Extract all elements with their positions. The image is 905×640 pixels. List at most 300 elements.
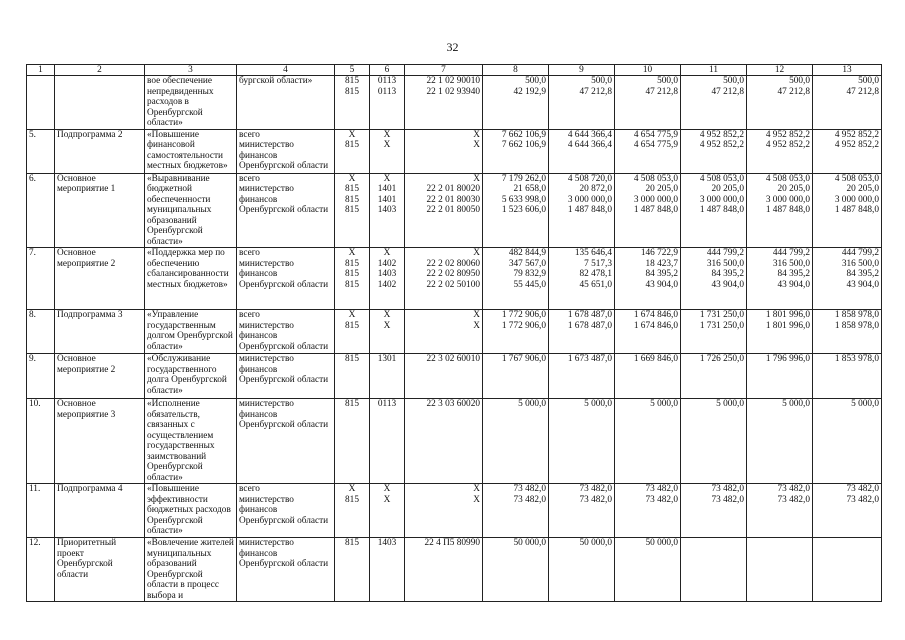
- amount-c9-value: 4 644 366,4: [567, 140, 612, 150]
- amount-c9: [549, 248, 615, 310]
- executor-text: всего: [239, 248, 260, 258]
- amount-c8-value: 1 523 606,0: [501, 205, 546, 215]
- amount-c13-value: 20 205,0: [846, 184, 879, 194]
- amount-c10: [615, 399, 681, 484]
- executor-text: министерство финансов Оренбургской области: [239, 494, 329, 526]
- table-row: [27, 76, 882, 130]
- amount-c8-value: 21 658,0: [513, 184, 546, 194]
- column-header: 12: [747, 65, 813, 76]
- amount-c11-value: [683, 538, 744, 549]
- section-code-value: X: [383, 173, 391, 184]
- column-header: 10: [615, 65, 681, 76]
- amount-c8-value: 73 482,0: [513, 484, 546, 494]
- amount-c9-value: 135 646,4: [574, 248, 612, 258]
- grbs-code-value: 815: [345, 258, 359, 269]
- amount-c9: [549, 484, 615, 538]
- grbs-code: [335, 129, 370, 173]
- grbs-code-value: 815: [345, 279, 359, 290]
- row-number: 10.: [27, 399, 55, 484]
- table-row: [27, 484, 882, 538]
- target-article-code: [405, 399, 483, 484]
- amount-c10-value: 18 423,7: [645, 258, 678, 269]
- program-description: «Повышение финансовой самостоятельности местных бюджетов»: [145, 129, 237, 173]
- amount-c10-value: 20 205,0: [645, 184, 678, 194]
- amount-c12: [747, 76, 813, 130]
- amount-c10: [615, 76, 681, 130]
- amount-c9-value: 50 000,0: [579, 538, 612, 548]
- amount-c8-value: 7 662 106,9: [501, 129, 546, 140]
- target-article-code-value: X: [473, 494, 480, 505]
- amount-c12: [747, 173, 813, 248]
- amount-c8: [483, 310, 549, 354]
- amount-c8-value: 55 445,0: [513, 279, 546, 290]
- amount-c10-value: 47 212,8: [645, 86, 678, 97]
- row-number: 11.: [27, 484, 55, 538]
- amount-c10: [615, 484, 681, 538]
- amount-c8: [483, 248, 549, 310]
- target-article-code-value: X: [473, 248, 480, 258]
- amount-c11: [681, 399, 747, 484]
- grbs-code-value: 815: [345, 140, 359, 150]
- amount-c8-value: 5 000,0: [518, 399, 546, 409]
- amount-c10: [615, 173, 681, 248]
- amount-c8: [483, 129, 549, 173]
- row-number: 8.: [27, 310, 55, 354]
- grbs-code-value: 815: [345, 184, 359, 194]
- amount-c12-value: 4 952 852,2: [765, 140, 810, 150]
- amount-c13-value: 1 858 978,0: [834, 320, 879, 331]
- target-article-code-value: 22 2 01 80030: [426, 194, 480, 205]
- amount-c9-value: 1 678 487,0: [567, 310, 612, 320]
- amount-c9-value: 82 478,1: [579, 269, 612, 279]
- amount-c12-value: 43 904,0: [777, 279, 810, 290]
- amount-c11-value: 5 000,0: [716, 399, 744, 409]
- executor-text: министерство финансов Оренбургской области: [239, 184, 329, 215]
- grbs-code-value: X: [348, 248, 356, 258]
- amount-c9-value: 73 482,0: [579, 494, 612, 505]
- amount-c12: [747, 310, 813, 354]
- amount-c10: [615, 354, 681, 399]
- program-name: Подпрограмма 3: [55, 310, 145, 354]
- executor-text: всего: [239, 310, 260, 320]
- target-article-code-value: 22 2 01 80050: [426, 205, 480, 215]
- target-article-code: [405, 129, 483, 173]
- amount-c9: [549, 310, 615, 354]
- program-name: Подпрограмма 2: [55, 129, 145, 173]
- amount-c13: [813, 399, 882, 484]
- target-article-code-value: 22 1 02 93940: [426, 86, 480, 97]
- executor-cell: [237, 310, 335, 354]
- amount-c10: [615, 538, 681, 602]
- target-article-code-value: X: [473, 173, 480, 184]
- amount-c12-value: 4 508 053,0: [765, 173, 810, 184]
- amount-c13-value: 4 952 852,2: [834, 129, 879, 140]
- section-code-value: X: [383, 320, 391, 331]
- grbs-code-value: X: [348, 173, 356, 184]
- table-row: [27, 538, 882, 602]
- amount-c12-value: 1 801 996,0: [765, 310, 810, 320]
- table-row: [27, 248, 882, 310]
- amount-c8-value: 73 482,0: [513, 494, 546, 505]
- program-name: Основное мероприятие 2: [55, 248, 145, 310]
- amount-c12-value: 84 395,2: [777, 269, 810, 279]
- column-header: 5: [335, 65, 370, 76]
- row-number: 6.: [27, 173, 55, 248]
- amount-c12-value: 1 801 996,0: [765, 320, 810, 331]
- amount-c9: [549, 173, 615, 248]
- section-code: [370, 484, 405, 538]
- amount-c13: [813, 76, 882, 130]
- program-description: «Управление государственным долгом Оренбургской области»: [145, 310, 237, 354]
- section-code: [370, 399, 405, 484]
- grbs-code-value: 815: [345, 205, 359, 215]
- target-article-code-value: X: [473, 140, 480, 150]
- target-article-code-value: 22 3 03 60020: [426, 399, 480, 409]
- amount-c11-value: 1 731 250,0: [699, 320, 744, 331]
- executor-text: бургской области»: [239, 76, 313, 86]
- program-description: «Вовлечение жителей муниципальных образований Оренбургской области в процесс выбора и: [145, 538, 237, 602]
- amount-c13-value: 43 904,0: [846, 279, 879, 290]
- target-article-code-value: 22 2 02 80950: [426, 269, 480, 279]
- amount-c12-value: 1 796 996,0: [765, 354, 810, 364]
- amount-c11-value: 73 482,0: [711, 484, 744, 494]
- grbs-code-value: 815: [345, 269, 359, 279]
- amount-c11: [681, 484, 747, 538]
- amount-c12-value: 3 000 000,0: [765, 194, 810, 205]
- section-code-value: 1402: [377, 258, 397, 269]
- table-row: [27, 354, 882, 399]
- program-name: Приоритетный проект Оренбургской области: [55, 538, 145, 602]
- amount-c13-value: [815, 538, 879, 549]
- amount-c8-value: 42 192,9: [513, 86, 546, 97]
- amount-c13: [813, 173, 882, 248]
- amount-c9-value: 45 651,0: [579, 279, 612, 290]
- table-row: [27, 310, 882, 354]
- amount-c8-value: 500,0: [525, 76, 546, 86]
- executor-text: министерство финансов Оренбургской области: [239, 538, 329, 569]
- grbs-code-value: 815: [345, 399, 359, 409]
- table-row: [27, 399, 882, 484]
- program-description: вое обеспечение непредвиденных расходов в Оренбургской области»: [145, 76, 237, 130]
- section-code: [370, 354, 405, 399]
- section-code: [370, 310, 405, 354]
- amount-c10-value: 73 482,0: [645, 494, 678, 505]
- amount-c11-value: 4 952 852,2: [699, 140, 744, 150]
- target-article-code: [405, 248, 483, 310]
- target-article-code-value: 22 2 02 80060: [426, 258, 480, 269]
- section-code: [370, 173, 405, 248]
- amount-c12-value: 1 487 848,0: [765, 205, 810, 215]
- amount-c12: [747, 399, 813, 484]
- amount-c13: [813, 538, 882, 602]
- amount-c11-value: 4 952 852,2: [699, 129, 744, 140]
- amount-c13-value: 1 487 848,0: [834, 205, 879, 215]
- grbs-code-value: 815: [345, 494, 359, 505]
- amount-c8-value: 5 633 998,0: [501, 194, 546, 205]
- amount-c10-value: 1 487 848,0: [633, 205, 678, 215]
- executor-cell: [237, 484, 335, 538]
- grbs-code-value: X: [348, 484, 356, 494]
- section-code: [370, 248, 405, 310]
- amount-c10-value: 84 395,2: [645, 269, 678, 279]
- amount-c13-value: 3 000 000,0: [834, 194, 879, 205]
- page-number: 32: [446, 40, 459, 54]
- executor-text: министерство финансов Оренбургской области: [239, 320, 329, 352]
- row-number: [27, 76, 55, 130]
- target-article-code: [405, 354, 483, 399]
- section-code-value: X: [383, 310, 391, 320]
- amount-c9-value: 73 482,0: [579, 484, 612, 494]
- target-article-code: [405, 310, 483, 354]
- amount-c13-value: 500,0: [858, 76, 879, 86]
- executor-text: министерство финансов Оренбургской области: [239, 399, 329, 430]
- row-number: 9.: [27, 354, 55, 399]
- amount-c12-value: 444 799,2: [772, 248, 810, 258]
- amount-c10: [615, 310, 681, 354]
- amount-c11-value: 316 500,0: [706, 258, 744, 269]
- amount-c12-value: 73 482,0: [777, 494, 810, 505]
- program-description: «Выравнивание бюджетной обеспеченности муниципальных образований Оренбургской области»: [145, 173, 237, 248]
- amount-c11: [681, 248, 747, 310]
- program-name: Основное мероприятие 3: [55, 399, 145, 484]
- column-header: 7: [405, 65, 483, 76]
- executor-text: всего: [239, 129, 260, 140]
- amount-c9: [549, 129, 615, 173]
- amount-c11: [681, 310, 747, 354]
- amount-c8-value: 50 000,0: [513, 538, 546, 548]
- amount-c10-value: 50 000,0: [645, 538, 678, 548]
- program-name: Основное мероприятие 1: [55, 173, 145, 248]
- amount-c12-value: 73 482,0: [777, 484, 810, 494]
- amount-c10-value: 4 508 053,0: [633, 173, 678, 184]
- executor-cell: [237, 76, 335, 130]
- amount-c13-value: 5 000,0: [851, 399, 879, 409]
- table-row: [27, 173, 882, 248]
- section-code-value: X: [383, 129, 391, 140]
- amount-c9: [549, 538, 615, 602]
- row-number: 12.: [27, 538, 55, 602]
- section-code-value: 0113: [377, 86, 397, 97]
- amount-c10-value: 73 482,0: [645, 484, 678, 494]
- amount-c9: [549, 76, 615, 130]
- amount-c9-value: 20 872,0: [579, 184, 612, 194]
- executor-text: министерство финансов Оренбургской области: [239, 354, 329, 385]
- amount-c8-value: 482 844,9: [508, 248, 546, 258]
- target-article-code-value: 22 4 П5 80990: [424, 538, 480, 548]
- row-number: 7.: [27, 248, 55, 310]
- program-name: Основное мероприятие 2: [55, 354, 145, 399]
- amount-c13-value: 1 853 978,0: [834, 354, 879, 364]
- amount-c12: [747, 248, 813, 310]
- target-article-code-value: 22 3 02 60010: [426, 354, 480, 364]
- section-code-value: 1403: [377, 205, 397, 215]
- amount-c13-value: 4 508 053,0: [834, 173, 879, 184]
- section-code-value: 1403: [377, 538, 397, 548]
- amount-c8: [483, 399, 549, 484]
- amount-c11-value: 47 212,8: [711, 86, 744, 97]
- amount-c10: [615, 248, 681, 310]
- amount-c8: [483, 173, 549, 248]
- amount-c11-value: 444 799,2: [706, 248, 744, 258]
- amount-c8-value: 1 772 906,0: [501, 310, 546, 320]
- section-code-value: 1401: [377, 184, 397, 194]
- grbs-code-value: 815: [345, 76, 359, 86]
- amount-c12: [747, 129, 813, 173]
- row-number: 5.: [27, 129, 55, 173]
- amount-c13-value: 84 395,2: [846, 269, 879, 279]
- amount-c10-value: 1 674 846,0: [633, 320, 678, 331]
- amount-c8: [483, 354, 549, 399]
- grbs-code-value: 815: [345, 86, 359, 97]
- amount-c11: [681, 76, 747, 130]
- column-header: 2: [55, 65, 145, 76]
- target-article-code-value: 22 2 01 80020: [426, 184, 480, 194]
- section-code-value: 1402: [377, 279, 397, 290]
- amount-c13-value: 1 858 978,0: [834, 310, 879, 320]
- amount-c13-value: 73 482,0: [846, 484, 879, 494]
- target-article-code-value: X: [473, 320, 480, 331]
- target-article-code-value: 22 2 02 50100: [426, 279, 480, 290]
- grbs-code-value: 815: [345, 320, 359, 331]
- column-header: 9: [549, 65, 615, 76]
- amount-c9-value: 5 000,0: [584, 399, 612, 409]
- amount-c11-value: 4 508 053,0: [699, 173, 744, 184]
- amount-c12-value: 500,0: [789, 76, 810, 86]
- program-name: Подпрограмма 4: [55, 484, 145, 538]
- amount-c9-value: 7 517,3: [584, 258, 612, 269]
- grbs-code: [335, 310, 370, 354]
- amount-c9: [549, 354, 615, 399]
- amount-c8-value: 1 767 906,0: [501, 354, 546, 364]
- amount-c11-value: 1 731 250,0: [699, 310, 744, 320]
- executor-cell: [237, 538, 335, 602]
- amount-c9-value: 1 673 487,0: [567, 354, 612, 364]
- amount-c10-value: 4 654 775,9: [633, 140, 678, 150]
- amount-c12: [747, 484, 813, 538]
- amount-c13: [813, 248, 882, 310]
- executor-cell: [237, 173, 335, 248]
- target-article-code: [405, 76, 483, 130]
- amount-c12-value: 5 000,0: [782, 399, 810, 409]
- amount-c8-value: 7 179 262,0: [501, 173, 546, 184]
- amount-c12-value: 4 952 852,2: [765, 129, 810, 140]
- executor-text: всего: [239, 484, 260, 494]
- amount-c11: [681, 354, 747, 399]
- amount-c10-value: 1 669 846,0: [633, 354, 678, 364]
- section-code: [370, 538, 405, 602]
- grbs-code-value: 815: [345, 538, 359, 548]
- column-header: 1: [27, 65, 55, 76]
- column-header: 6: [370, 65, 405, 76]
- section-code-value: X: [383, 494, 391, 505]
- amount-c11-value: 20 205,0: [711, 184, 744, 194]
- section-code-value: 0113: [377, 76, 397, 86]
- amount-c9-value: 4 644 366,4: [567, 129, 612, 140]
- target-article-code: [405, 538, 483, 602]
- header-row: [27, 65, 882, 76]
- amount-c12-value: 20 205,0: [777, 184, 810, 194]
- amount-c9-value: 3 000 000,0: [567, 194, 612, 205]
- executor-text: министерство финансов Оренбургской области: [239, 258, 329, 290]
- amount-c9-value: 500,0: [591, 76, 612, 86]
- executor-text: всего: [239, 173, 260, 184]
- amount-c10-value: 146 722,9: [640, 248, 678, 258]
- executor-cell: [237, 129, 335, 173]
- amount-c11-value: 3 000 000,0: [699, 194, 744, 205]
- target-article-code-value: X: [473, 484, 480, 494]
- grbs-code-value: 815: [345, 194, 359, 205]
- amount-c10-value: 43 904,0: [645, 279, 678, 290]
- amount-c9: [549, 399, 615, 484]
- amount-c11-value: 43 904,0: [711, 279, 744, 290]
- program-name: [55, 76, 145, 130]
- column-header: 3: [145, 65, 237, 76]
- amount-c8: [483, 76, 549, 130]
- amount-c12-value: 47 212,8: [777, 86, 810, 97]
- amount-c13-value: 73 482,0: [846, 494, 879, 505]
- grbs-code: [335, 399, 370, 484]
- amount-c11-value: 1 726 250,0: [699, 354, 744, 364]
- amount-c12-value: 316 500,0: [772, 258, 810, 269]
- grbs-code: [335, 354, 370, 399]
- grbs-code: [335, 538, 370, 602]
- section-code-value: 1301: [377, 354, 397, 364]
- amount-c10: [615, 129, 681, 173]
- section-code-value: X: [383, 140, 391, 150]
- amount-c13: [813, 484, 882, 538]
- program-description: «Поддержка мер по обеспечению сбалансированности местных бюджетов»: [145, 248, 237, 310]
- amount-c11-value: 500,0: [723, 76, 744, 86]
- amount-c11-value: 1 487 848,0: [699, 205, 744, 215]
- amount-c13: [813, 310, 882, 354]
- grbs-code: [335, 484, 370, 538]
- grbs-code-value: X: [348, 129, 356, 140]
- amount-c10-value: 4 654 775,9: [633, 129, 678, 140]
- executor-cell: [237, 354, 335, 399]
- amount-c13: [813, 354, 882, 399]
- target-article-code: [405, 173, 483, 248]
- executor-cell: [237, 399, 335, 484]
- amount-c9-value: 4 508 720,0: [567, 173, 612, 184]
- program-description: «Повышение эффективности бюджетных расходов Оренбургской области»: [145, 484, 237, 538]
- amount-c12-value: [749, 538, 810, 549]
- amount-c11: [681, 129, 747, 173]
- section-code-value: 1403: [377, 269, 397, 279]
- grbs-code: [335, 248, 370, 310]
- amount-c10-value: 500,0: [657, 76, 678, 86]
- column-header: 13: [813, 65, 882, 76]
- section-code-value: 0113: [377, 399, 397, 409]
- column-header: 11: [681, 65, 747, 76]
- amount-c9-value: 1 678 487,0: [567, 320, 612, 331]
- amount-c8: [483, 538, 549, 602]
- grbs-code-value: X: [348, 310, 356, 320]
- section-code-value: 1401: [377, 194, 397, 205]
- amount-c13-value: 316 500,0: [841, 258, 879, 269]
- target-article-code-value: X: [473, 310, 480, 320]
- column-header: 4: [237, 65, 335, 76]
- amount-c9-value: 1 487 848,0: [567, 205, 612, 215]
- grbs-code: [335, 173, 370, 248]
- amount-c11-value: 84 395,2: [711, 269, 744, 279]
- amount-c10-value: 1 674 846,0: [633, 310, 678, 320]
- amount-c11-value: 73 482,0: [711, 494, 744, 505]
- budget-table: [26, 64, 882, 602]
- amount-c13-value: 444 799,2: [841, 248, 879, 258]
- amount-c13-value: 4 952 852,2: [834, 140, 879, 150]
- executor-cell: [237, 248, 335, 310]
- amount-c13-value: 47 212,8: [846, 86, 879, 97]
